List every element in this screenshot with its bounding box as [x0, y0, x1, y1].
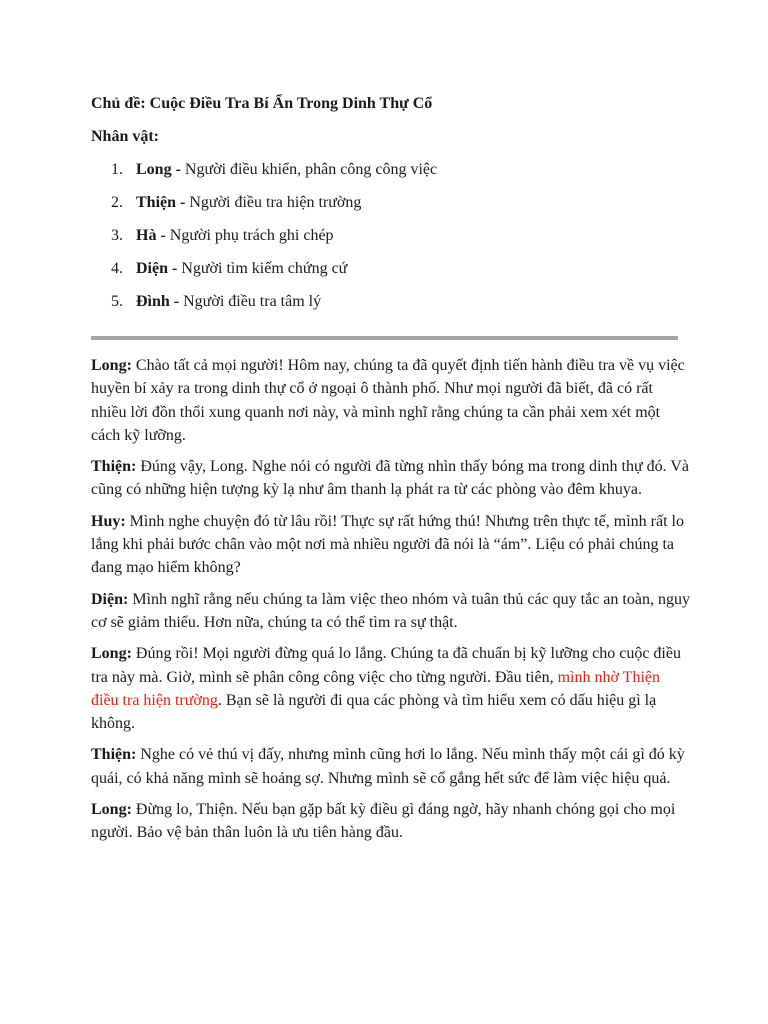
character-item	[111, 158, 437, 191]
list-number: 1.	[111, 161, 123, 178]
character-role: Người phụ trách ghi chép	[165, 227, 334, 244]
dialogue-text-continued: . Bạn sẽ là người đi qua các phòng và tìm hiểu xem có dấu hiệu gì lạ không.	[91, 691, 657, 733]
character-item	[111, 224, 437, 257]
character-item	[111, 191, 437, 224]
dialogue-text: Mình nghĩ rằng nếu chúng ta làm việc theo nhóm và tuân thủ các quy tắc an toàn, nguy cơ sẽ giảm thiểu. Hơn nữa, chúng ta có thể tìm ra sự thật.	[91, 590, 690, 631]
character-item	[111, 257, 437, 290]
section-divider	[91, 336, 678, 340]
dialogue-line	[91, 642, 691, 735]
speaker-name: Thiện:	[91, 746, 137, 764]
character-name: Diện -	[136, 260, 178, 277]
character-name: Thiện -	[136, 194, 186, 211]
speaker-name: Long:	[91, 645, 132, 663]
character-name: Hà -	[136, 227, 166, 244]
dialogue-text: Nghe có vẻ thú vị đấy, nhưng mình cũng hơi lo lắng. Nếu mình thấy một cái gì đó kỳ quái, có khả năng mình sẽ hoảng sợ. Nhưng mình sẽ cố gắng hết sức để làm việc hiệu quả.	[91, 746, 685, 787]
list-number: 5.	[111, 293, 123, 310]
character-item	[111, 290, 437, 323]
speaker-name: Huy:	[91, 512, 126, 530]
dialogue-section	[91, 354, 691, 853]
document-topic: Chủ đề: Cuộc Điều Tra Bí Ẩn Trong Dinh Thự Cổ	[91, 95, 433, 112]
character-role: Người điều tra hiện trường	[185, 194, 362, 211]
characters-heading: Nhân vật:	[91, 128, 160, 145]
dialogue-line	[91, 798, 691, 845]
dialogue-line	[91, 743, 691, 790]
character-list	[111, 158, 437, 323]
speaker-name: Long:	[91, 357, 132, 374]
speaker-name: Thiện:	[91, 458, 137, 476]
character-role: Người điều khiển, phân công công việc	[180, 161, 438, 178]
list-number: 2.	[111, 194, 123, 211]
dialogue-text: Đúng vậy, Long. Nghe nói có người đã từng nhìn thấy bóng ma trong dinh thự đó. Và cũng có những hiện tượng kỳ lạ như âm thanh lạ phát ra từ các phòng vào đêm khuya.	[91, 458, 689, 499]
character-name: Đình -	[136, 293, 180, 310]
dialogue-text: Đừng lo, Thiện. Nếu bạn gặp bất kỳ điều gì đáng ngờ, hãy nhanh chóng gọi cho mọi người. Bảo vệ bản thân luôn là ưu tiên hàng đầu.	[91, 801, 676, 842]
list-number: 4.	[111, 260, 123, 277]
dialogue-line	[91, 354, 691, 447]
list-number: 3.	[111, 227, 123, 244]
dialogue-line	[91, 455, 691, 502]
dialogue-text: Chào tất cả mọi người! Hôm nay, chúng ta đã quyết định tiến hành điều tra về vụ việc huyền bí xảy ra trong dinh thự cổ ở ngoại ô thành phố. Như mọi người đã biết, đã có rất nhiều lời đồn thổi xung quanh nơi này, và mình nghĩ rằng chúng ta cần phải xem xét một cách kỹ lưỡng.	[91, 357, 685, 444]
dialogue-line	[91, 510, 691, 580]
speaker-name: Diện:	[91, 590, 129, 608]
speaker-name: Long:	[91, 801, 132, 819]
character-role: Người tìm kiếm chứng cứ	[177, 260, 348, 277]
dialogue-line	[91, 588, 691, 635]
highlighted-text: mình nhờ Thiện điều tra hiện trường	[91, 668, 660, 709]
dialogue-text: Đúng rồi! Mọi người đừng quá lo lắng. Chúng ta đã chuẩn bị kỹ lưỡng cho cuộc điều tra này mà. Giờ, mình sẽ phân công công việc cho từng người. Đầu tiên,	[91, 645, 681, 686]
character-role: Người điều tra tâm lý	[179, 293, 322, 310]
character-name: Long -	[136, 161, 181, 178]
dialogue-text: Mình nghe chuyện đó từ lâu rồi! Thực sự rất hứng thú! Nhưng trên thực tế, mình rất lo lắng khi phải bước chân vào một nơi mà nhiều người đã nói là “ám”. Liệu có phải chúng ta đang mạo hiểm không?	[91, 512, 684, 577]
